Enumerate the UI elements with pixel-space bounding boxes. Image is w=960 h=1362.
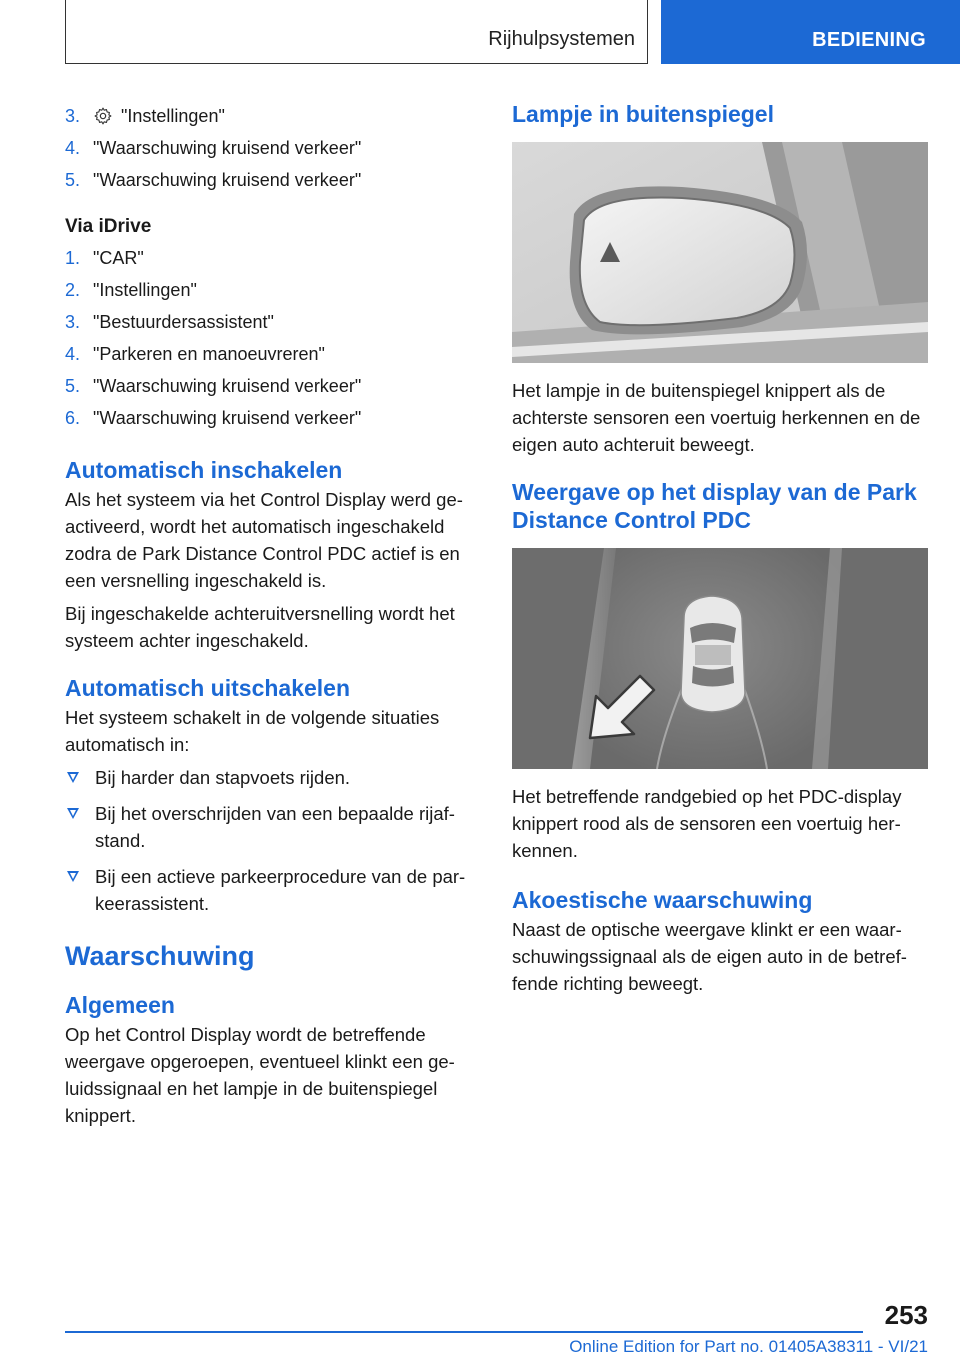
step-number: 1. — [65, 248, 81, 268]
right-column — [512, 100, 928, 1003]
steps-list-top — [65, 100, 475, 196]
pdc-display-image — [512, 548, 928, 769]
step-text: "Waarschuwing kruisend verkeer" — [93, 408, 362, 428]
footer-divider — [65, 1331, 863, 1333]
gear-icon — [93, 106, 113, 126]
pdc-paragraph: Het betreffende randgebied op het PDC-display knippert rood als de sensoren een voertuig her-kennen. — [512, 786, 902, 861]
list-item — [65, 863, 475, 917]
acoustic-paragraph: Naast de optische weergave klinkt er een waar-schuwingssignaal als de eigen auto in de betref-fende richting beweegt. — [512, 919, 907, 994]
acoustic-heading: Akoestische waarschuwing — [512, 887, 813, 913]
page-number: 253 — [884, 1300, 928, 1330]
triangle-bullet-icon — [67, 808, 79, 819]
list-item — [65, 338, 475, 370]
list-item — [65, 764, 475, 791]
list-item — [65, 164, 475, 196]
via-idrive-label: Via iDrive — [65, 216, 152, 237]
list-item — [65, 274, 475, 306]
list-item — [65, 132, 475, 164]
step-number: 2. — [65, 280, 81, 300]
list-item — [65, 100, 475, 132]
warning-heading: Waarschuwing — [65, 941, 255, 971]
bullet-text: Bij een actieve parkeerprocedure van de par-keerassistent. — [95, 866, 466, 914]
step-number: 5. — [65, 376, 81, 396]
triangle-bullet-icon — [67, 871, 79, 882]
auto-on-heading: Automatisch inschakelen — [65, 457, 343, 483]
step-text: "Waarschuwing kruisend verkeer" — [93, 376, 362, 396]
footer-edition: Online Edition for Part no. 01405A38311 - VI/21 — [569, 1337, 928, 1356]
mirror-heading: Lampje in buitenspiegel — [512, 101, 774, 127]
general-heading: Algemeen — [65, 992, 175, 1018]
bullet-text: Bij harder dan stapvoets rijden. — [95, 767, 351, 788]
header-section-title: Rijhulpsystemen — [488, 28, 635, 50]
step-number: 3. — [65, 106, 81, 126]
bullet-text: Bij het overschrijden van een bepaalde rijaf-stand. — [95, 803, 455, 851]
header-chapter-label: BEDIENING — [812, 29, 926, 51]
general-paragraph: Op het Control Display wordt de betreffende weergave opgeroepen, eventueel klinkt een ge-luidssignaal en het lampje in de buitenspiegel knippert. — [65, 1024, 455, 1126]
mirror-illustration — [512, 142, 928, 363]
mirror-photo — [512, 142, 928, 363]
step-number: 4. — [65, 138, 81, 158]
header-section-box — [65, 0, 648, 64]
step-text: "Instellingen" — [121, 106, 225, 126]
auto-on-paragraph-1: Als het systeem via het Control Display werd ge-activeerd, wordt het automatisch ingeschakeld zodra de Park Distance Control PDC actief is en een versnelling ingeschakeld is. — [65, 489, 463, 591]
list-item — [65, 402, 475, 434]
pdc-heading: Weergave op het display van de Park Distance Control PDC — [512, 479, 917, 533]
mirror-paragraph: Het lampje in de buitenspiegel knippert als de achterste sensoren een voertuig herkennen en de eigen auto achteruit beweegt. — [512, 380, 921, 455]
car-icon — [681, 596, 745, 712]
list-item — [65, 242, 475, 274]
auto-off-bullets — [65, 764, 475, 917]
left-column — [65, 100, 475, 1135]
auto-off-heading: Automatisch uitschakelen — [65, 675, 351, 701]
list-item — [65, 306, 475, 338]
triangle-bullet-icon — [67, 772, 79, 783]
steps-list-idrive — [65, 242, 475, 434]
list-item — [65, 800, 475, 854]
step-number: 3. — [65, 312, 81, 332]
pdc-illustration — [512, 548, 928, 769]
step-number: 6. — [65, 408, 81, 428]
auto-on-paragraph-2: Bij ingeschakelde achteruitversnelling wordt het systeem achter ingeschakeld. — [65, 603, 455, 651]
step-text: "CAR" — [93, 248, 144, 268]
list-item — [65, 370, 475, 402]
step-text: "Bestuurdersassistent" — [93, 312, 274, 332]
step-text: "Waarschuwing kruisend verkeer" — [93, 170, 362, 190]
step-number: 4. — [65, 344, 81, 364]
step-text: "Instellingen" — [93, 280, 197, 300]
step-text: "Parkeren en manoeuvreren" — [93, 344, 325, 364]
auto-off-paragraph: Het systeem schakelt in de volgende situaties automatisch in: — [65, 707, 440, 755]
step-text: "Waarschuwing kruisend verkeer" — [93, 138, 362, 158]
header-chapter-tab — [661, 0, 960, 64]
step-number: 5. — [65, 170, 81, 190]
